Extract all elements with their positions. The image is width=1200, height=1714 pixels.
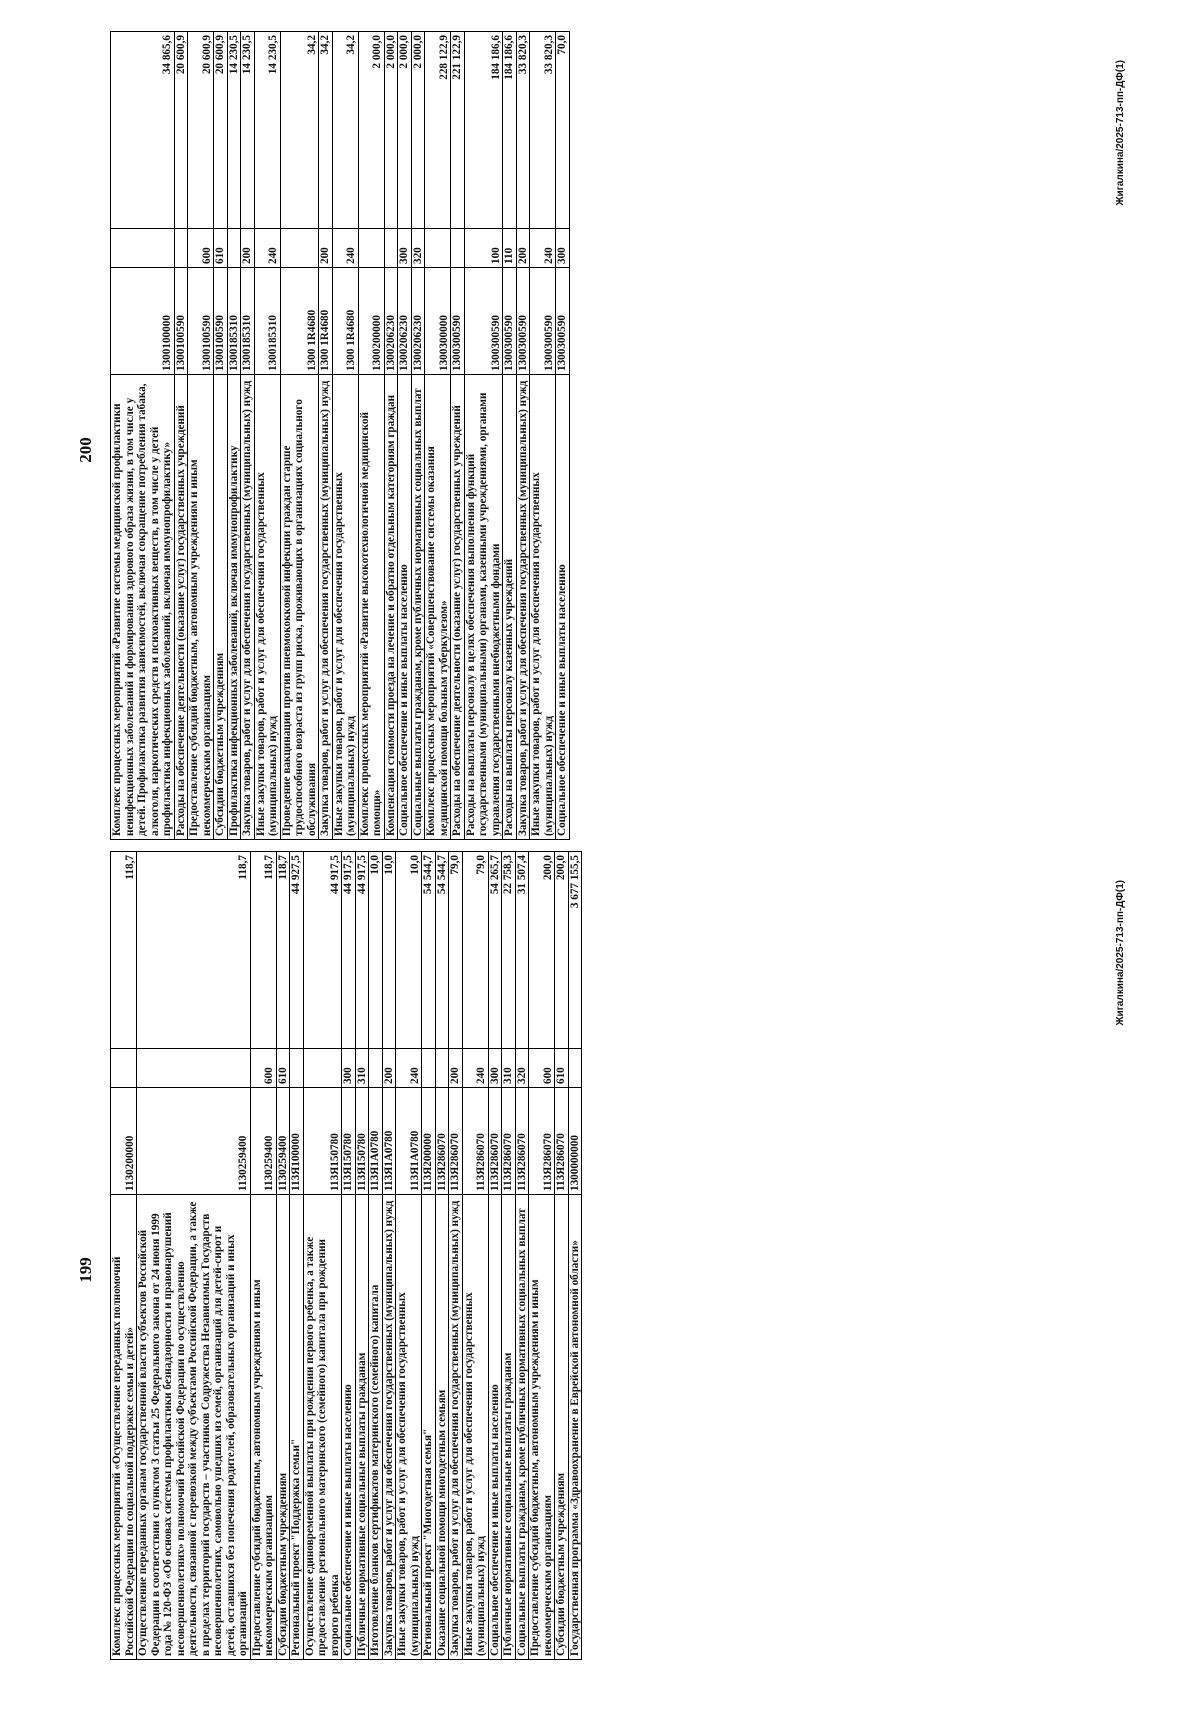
row-amount: 10,0	[382, 852, 396, 1049]
row-amount: 200,0	[529, 852, 555, 1049]
row-name: Публичные нормативные социальные выплаты гражданам	[502, 1195, 516, 1660]
row-expense-type	[174, 229, 188, 268]
row-target-code: 1300206230	[398, 268, 412, 375]
row-target-code: 1300300590	[503, 268, 517, 375]
row-expense-type: 200	[516, 229, 530, 268]
row-name: Предоставление субсидий бюджетным, автономным учреждениям и иным некоммерческим организациям	[250, 1195, 276, 1660]
row-target-code: 113Я200000	[422, 1088, 436, 1195]
row-amount: 2 000,0	[398, 32, 412, 229]
page-number: 199	[76, 1257, 95, 1283]
footer-document-id: Жигалкина/2025-713-пп-ДФ(1)	[1115, 880, 1126, 1026]
row-target-code: 1300100590	[214, 268, 228, 375]
row-expense-type: 100	[464, 229, 503, 268]
row-name: Комплекс процессных мероприятий «Совершенствование системы оказания медицинской помощи больным туберкулезом»	[425, 375, 451, 840]
table-row	[342, 852, 356, 1660]
row-expense-type: 300	[398, 229, 412, 268]
row-target-code: 1300100590	[188, 268, 214, 375]
row-target-code: 113Я150780	[303, 1088, 342, 1195]
row-name: Социальные выплаты гражданам, кроме публичных нормативных социальных выплат	[515, 1195, 529, 1660]
row-name: Иные закупки товаров, работ и услуг для обеспечения государственных (муниципальных) нужд	[332, 375, 358, 840]
row-target-code: 1300206230	[411, 268, 425, 375]
row-expense-type: 610	[555, 1049, 569, 1088]
row-target-code: 113Я286070	[449, 1088, 463, 1195]
row-amount: 2 000,0	[411, 32, 425, 229]
row-expense-type	[435, 1049, 449, 1088]
budget-table-body	[111, 852, 582, 1660]
row-target-code: 113Я1А0780	[382, 1088, 396, 1195]
row-amount: 79,0	[462, 852, 488, 1049]
row-name: Социальное обеспечение и иные выплаты населению	[488, 1195, 502, 1660]
row-name: Комплекс процессных мероприятий «Осуществление переданных полномочий Российской Федерации по социальной поддержке семьи и детей»	[111, 1195, 137, 1660]
row-expense-type: 200	[382, 1049, 396, 1088]
table-row	[398, 32, 412, 840]
row-name: Социальные выплаты гражданам, кроме публичных нормативных социальных выплат	[411, 375, 425, 840]
table-row	[303, 852, 342, 1660]
row-amount: 118,7	[250, 852, 276, 1049]
row-expense-type: 240	[462, 1049, 488, 1088]
row-amount: 20 600,9	[174, 32, 188, 229]
table-row	[411, 32, 425, 840]
row-target-code: 113Я1А0780	[396, 1088, 422, 1195]
row-amount: 10,0	[369, 852, 383, 1049]
row-target-code: 1300 1R4680	[280, 268, 319, 375]
table-row	[422, 852, 436, 1660]
row-amount: 118,7	[276, 852, 290, 1049]
row-target-code: 1300300590	[451, 268, 465, 375]
table-row	[515, 852, 529, 1660]
table-row	[111, 32, 175, 840]
row-target-code: 1300185310	[254, 268, 280, 375]
budget-table	[110, 851, 582, 1660]
row-target-code: 1300206230	[384, 268, 398, 375]
row-name: Предоставление субсидий бюджетным, автономным учреждениям и иным некоммерческим организациям	[529, 1195, 555, 1660]
table-row	[516, 32, 530, 840]
row-expense-type: 300	[342, 1049, 356, 1088]
row-amount: 20 600,9	[188, 32, 214, 229]
row-target-code: 1300300590	[516, 268, 530, 375]
row-target-code: 1300100000	[111, 268, 175, 375]
table-row	[556, 32, 570, 840]
row-name: Закупка товаров, работ и услуг для обеспечения государственных (муниципальных) нужд	[516, 375, 530, 840]
row-amount: 44 917,5	[355, 852, 369, 1049]
row-name: Осуществление единовременной выплаты при рождении первого ребенка, а также предоставление регионального материнского (семейного) капитала при рождении второго ребенка	[303, 1195, 342, 1660]
row-target-code: 1300300590	[530, 268, 556, 375]
row-amount: 20 600,9	[214, 32, 228, 229]
row-expense-type: 240	[530, 229, 556, 268]
table-row	[502, 852, 516, 1660]
row-target-code: 1300100590	[174, 268, 188, 375]
budget-table	[110, 31, 570, 840]
row-amount: 33 820,3	[530, 32, 556, 229]
table-row	[276, 852, 290, 1660]
row-name: Региональный проект "Поддержка семьи"	[290, 1195, 304, 1660]
row-expense-type	[137, 1049, 251, 1088]
row-name: Иные закупки товаров, работ и услуг для обеспечения государственных (муниципальных) нужд	[462, 1195, 488, 1660]
row-name: Социальное обеспечение и иные выплаты населению	[556, 375, 570, 840]
table-row	[174, 32, 188, 840]
table-row	[396, 852, 422, 1660]
row-expense-type: 610	[214, 229, 228, 268]
row-target-code: 113Я150780	[342, 1088, 356, 1195]
row-amount: 54 544,7	[422, 852, 436, 1049]
row-expense-type: 200	[241, 229, 255, 268]
row-target-code: 113Я286070	[488, 1088, 502, 1195]
row-amount: 70,0	[556, 32, 570, 229]
row-amount: 2 000,0	[358, 32, 384, 229]
row-target-code: 1300 1R4680	[332, 268, 358, 375]
row-amount: 3 677 155,5	[568, 852, 582, 1049]
row-target-code: 113Я100000	[290, 1088, 304, 1195]
row-amount: 118,7	[111, 852, 137, 1049]
row-amount: 221 122,9	[451, 32, 465, 229]
row-name: Социальное обеспечение и иные выплаты населению	[342, 1195, 356, 1660]
row-target-code: 1300185310	[241, 268, 255, 375]
row-expense-type	[369, 1049, 383, 1088]
table-row	[250, 852, 276, 1660]
row-expense-type: 240	[332, 229, 358, 268]
row-expense-type: 110	[503, 229, 517, 268]
row-expense-type	[303, 1049, 342, 1088]
row-amount: 14 230,5	[241, 32, 255, 229]
row-name: Проведение вакцинации против пневмококковой инфекции граждан старше трудоспособного возраста из групп риска, проживающих в организациях социального обслуживания	[280, 375, 319, 840]
row-amount: 10,0	[396, 852, 422, 1049]
row-target-code: 1130200000	[111, 1088, 137, 1195]
row-target-code: 1300 1R4680	[319, 268, 333, 375]
row-target-code: 113Я286070	[555, 1088, 569, 1195]
row-amount: 44 927,5	[290, 852, 304, 1049]
table-row	[568, 852, 582, 1660]
row-name: Расходы на обеспечение деятельности (оказание услуг) государственных учреждений	[174, 375, 188, 840]
row-expense-type: 320	[515, 1049, 529, 1088]
row-expense-type	[111, 1049, 137, 1088]
table-row	[355, 852, 369, 1660]
row-expense-type: 600	[188, 229, 214, 268]
table-row	[488, 852, 502, 1660]
row-expense-type	[111, 229, 175, 268]
table-row	[111, 852, 137, 1660]
row-amount: 14 230,5	[227, 32, 241, 229]
row-expense-type: 610	[276, 1049, 290, 1088]
row-name: Расходы на выплаты персоналу в целях обеспечения выполнения функций государственными (муниципальными) органами, казенными учреждениями, органами управления государственными внебюджетными фондами	[464, 375, 503, 840]
row-expense-type	[422, 1049, 436, 1088]
page-number: 200	[76, 437, 95, 463]
row-expense-type: 600	[250, 1049, 276, 1088]
row-name: Иные закупки товаров, работ и услуг для обеспечения государственных (муниципальных) нужд	[530, 375, 556, 840]
row-name: Публичные нормативные социальные выплаты гражданам	[355, 1195, 369, 1660]
row-expense-type: 320	[411, 229, 425, 268]
row-expense-type: 240	[396, 1049, 422, 1088]
row-expense-type	[451, 229, 465, 268]
row-name: Закупка товаров, работ и услуг для обеспечения государственных (муниципальных) нужд	[382, 1195, 396, 1660]
row-name: Иные закупки товаров, работ и услуг для обеспечения государственных (муниципальных) нужд	[254, 375, 280, 840]
table-row	[529, 852, 555, 1660]
row-expense-type: 200	[449, 1049, 463, 1088]
row-amount: 34,2	[332, 32, 358, 229]
row-target-code: 1300185310	[227, 268, 241, 375]
table-row	[464, 32, 503, 840]
row-amount: 44 917,5	[303, 852, 342, 1049]
row-expense-type	[280, 229, 319, 268]
row-name: Комплекс процессных мероприятий «Развитие системы медицинской профилактики неинфекционных заболеваний и формирования здорового образа жизни, в том числе у детей. Профилактика развития зависимостей, включая сокращение потребления табака, алкоголя, наркотических средств и психоактивных веществ, в том числе у детей профилактика инфекционных заболеваний, включая иммунопрофилактику»	[111, 375, 175, 840]
budget-table-body	[111, 32, 570, 840]
table-row	[290, 852, 304, 1660]
row-name: Субсидии бюджетным учреждениям	[276, 1195, 290, 1660]
row-expense-type: 200	[319, 229, 333, 268]
row-amount: 184 186,6	[464, 32, 503, 229]
table-row	[214, 32, 228, 840]
row-expense-type: 600	[529, 1049, 555, 1088]
page-199	[70, 855, 1130, 1660]
row-expense-type	[425, 229, 451, 268]
row-name: Субсидии бюджетным учреждениям	[214, 375, 228, 840]
table-row	[358, 32, 384, 840]
row-expense-type: 310	[502, 1049, 516, 1088]
row-expense-type: 300	[488, 1049, 502, 1088]
row-expense-type	[227, 229, 241, 268]
table-row	[503, 32, 517, 840]
row-target-code: 1300200000	[358, 268, 384, 375]
row-amount: 79,0	[449, 852, 463, 1049]
row-amount: 184 186,6	[503, 32, 517, 229]
row-name: Закупка товаров, работ и услуг для обеспечения государственных (муниципальных) нужд	[449, 1195, 463, 1660]
row-target-code: 113Я286070	[529, 1088, 555, 1195]
table-row	[435, 852, 449, 1660]
row-target-code: 113Я286070	[515, 1088, 529, 1195]
row-amount: 22 758,3	[502, 852, 516, 1049]
table-row	[369, 852, 383, 1660]
row-amount: 54 544,7	[435, 852, 449, 1049]
row-target-code: 1130259400	[250, 1088, 276, 1195]
row-amount: 31 507,4	[515, 852, 529, 1049]
row-amount: 200,0	[555, 852, 569, 1049]
row-target-code: 113Я286070	[435, 1088, 449, 1195]
table-row	[241, 32, 255, 840]
row-name: Компенсация стоимости проезда на лечение и обратно отдельным категориям граждан	[384, 375, 398, 840]
row-name: Предоставление субсидий бюджетным, автономным учреждениям и иным некоммерческим организациям	[188, 375, 214, 840]
table-row	[332, 32, 358, 840]
row-target-code: 1300300590	[556, 268, 570, 375]
table-row	[227, 32, 241, 840]
row-name: Оказание социальной помощи многодетным семьям	[435, 1195, 449, 1660]
row-amount: 54 265,7	[488, 852, 502, 1049]
table-row	[137, 852, 251, 1660]
table-row	[451, 32, 465, 840]
row-name: Профилактика инфекционных заболеваний, включая иммунопрофилактику	[227, 375, 241, 840]
row-name: Социальное обеспечение и иные выплаты населению	[398, 375, 412, 840]
row-expense-type: 310	[355, 1049, 369, 1088]
row-amount: 228 122,9	[425, 32, 451, 229]
row-name: Государственная программа «Здравоохранение в Еврейской автономной области»	[568, 1195, 582, 1660]
row-name: Иные закупки товаров, работ и услуг для обеспечения государственных (муниципальных) нужд	[396, 1195, 422, 1660]
row-name: Осуществление переданных органам государственной власти субъектов Российской Федерации в соответствии с пунктом 3 статьи 25 Федерального закона от 24 июня 1999 года № 120-ФЗ «Об основах системы профилактики безнадзорности и правонарушений несовершеннолетних» полномочий Российской Федерации по осуществлению деятельности, связанной с перевозкой между субъектами Российской Федерации, а также в пределах территорий государств – участников Содружества Независимых Государств несовершеннолетних, самовольно ушедших из семей, организаций для детей-сирот и детей, оставшихся без попечения родителей, образовательных организаций и иных организаций	[137, 1195, 251, 1660]
row-name: Расходы на обеспечение деятельности (оказание услуг) государственных учреждений	[451, 375, 465, 840]
row-target-code: 113Я286070	[502, 1088, 516, 1195]
row-target-code: 1130259400	[137, 1088, 251, 1195]
table-row	[425, 32, 451, 840]
row-name: Субсидии бюджетным учреждениям	[555, 1195, 569, 1660]
row-amount: 44 917,5	[342, 852, 356, 1049]
row-expense-type	[384, 229, 398, 268]
table-row	[449, 852, 463, 1660]
row-name: Закупка товаров, работ и услуг для обеспечения государственных (муниципальных) нужд	[319, 375, 333, 840]
row-amount: 34,2	[319, 32, 333, 229]
table-row	[280, 32, 319, 840]
row-amount: 14 230,5	[254, 32, 280, 229]
row-expense-type	[358, 229, 384, 268]
table-row	[530, 32, 556, 840]
row-target-code: 113Я150780	[355, 1088, 369, 1195]
table-row	[384, 32, 398, 840]
row-target-code: 1130259400	[276, 1088, 290, 1195]
row-target-code: 113Я1А0780	[369, 1088, 383, 1195]
table-row	[555, 852, 569, 1660]
row-target-code: 113Я286070	[462, 1088, 488, 1195]
row-target-code: 1300000000	[568, 1088, 582, 1195]
row-expense-type: 240	[254, 229, 280, 268]
row-expense-type	[290, 1049, 304, 1088]
row-amount: 34,2	[280, 32, 319, 229]
row-name: Расходы на выплаты персоналу казенных учреждений	[503, 375, 517, 840]
row-amount: 33 820,3	[516, 32, 530, 229]
row-target-code: 1300300590	[464, 268, 503, 375]
row-amount: 2 000,0	[384, 32, 398, 229]
row-expense-type	[568, 1049, 582, 1088]
table-row	[188, 32, 214, 840]
rotated-spread	[70, 35, 1130, 1660]
table-row	[319, 32, 333, 840]
row-amount: 118,7	[137, 852, 251, 1049]
row-amount: 34 865,6	[111, 32, 175, 229]
page-200	[70, 35, 1130, 840]
row-target-code: 1300300000	[425, 268, 451, 375]
row-expense-type: 300	[556, 229, 570, 268]
footer-document-id: Жигалкина/2025-713-пп-ДФ(1)	[1115, 60, 1126, 206]
row-name: Комплекс процессных мероприятий «Развитие высокотехнологичной медицинской помощи»	[358, 375, 384, 840]
table-row	[462, 852, 488, 1660]
row-name: Изготовление бланков сертификатов материнского (семейного) капитала	[369, 1195, 383, 1660]
row-name: Закупка товаров, работ и услуг для обеспечения государственных (муниципальных) нужд	[241, 375, 255, 840]
table-row	[254, 32, 280, 840]
row-name: Региональный проект "Многодетная семья"	[422, 1195, 436, 1660]
table-row	[382, 852, 396, 1660]
